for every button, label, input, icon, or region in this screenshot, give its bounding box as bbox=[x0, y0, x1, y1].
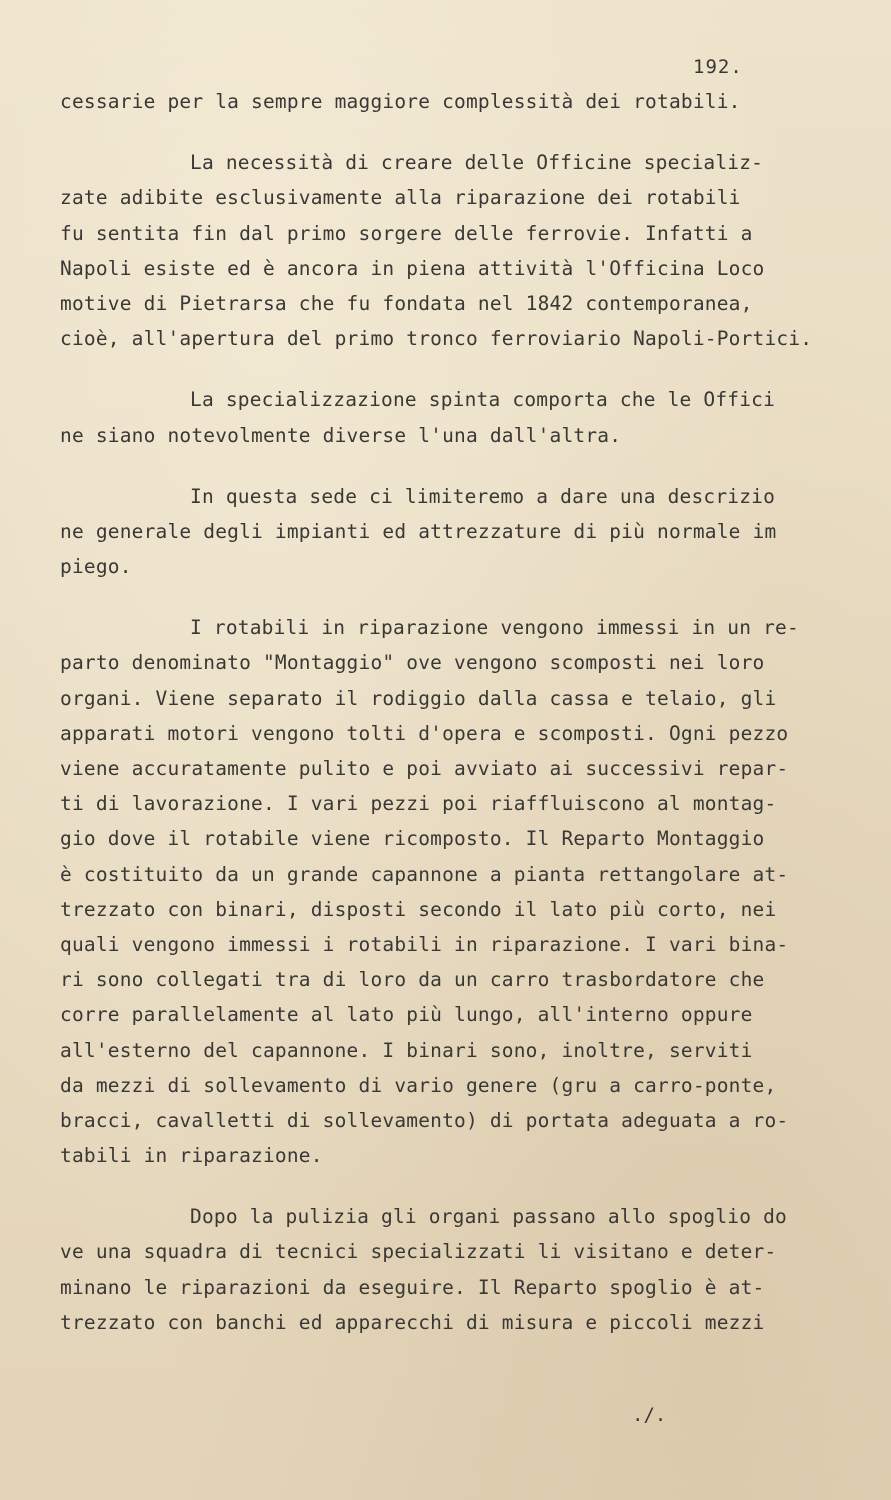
text-line: ne siano notevolmente diverse l'una dall'altra. bbox=[60, 423, 622, 447]
text-line: motive di Pietrarsa che fu fondata nel 1842 contemporanea, bbox=[60, 291, 753, 315]
text-line: ne generale degli impianti ed attrezzature di più normale im bbox=[60, 519, 777, 543]
text-line: minano le riparazioni da eseguire. Il Reparto spoglio è at- bbox=[60, 1275, 765, 1299]
text-line: viene accuratamente pulito e poi avviato ai successivi repar- bbox=[60, 757, 789, 780]
text-line: organi. Viene separato il rodiggio dalla cassa e telaio, gli bbox=[60, 686, 777, 710]
text-line: tabili in riparazione. bbox=[60, 1144, 323, 1168]
text-line: ri sono collegati tra di loro da un carro trasbordatore che bbox=[60, 968, 765, 992]
page-number: 192. bbox=[693, 56, 743, 78]
text-line: fu sentita fin dal primo sorgere delle ferrovie. Infatti a bbox=[60, 221, 753, 245]
text-line: gio dove il rotabile viene ricomposto. Il Reparto Montaggio bbox=[60, 827, 765, 851]
text-line: corre parallelamente al lato più lungo, all'interno oppure bbox=[60, 1003, 753, 1027]
text-line: I rotabili in riparazione vengono immessi in un re- bbox=[190, 616, 799, 640]
text-line: cessarie per la sempre maggiore complessità dei rotabili. bbox=[60, 90, 741, 113]
text-line: ti di lavorazione. I vari pezzi poi riaffluiscono al montag- bbox=[60, 792, 777, 816]
text-line: all'esterno del capannone. I binari sono, inoltre, serviti bbox=[60, 1038, 753, 1062]
text-line: bracci, cavalletti di sollevamento) di portata adeguata a ro- bbox=[60, 1108, 789, 1132]
text-line: cioè, all'apertura del primo tronco ferroviario Napoli-Portici. bbox=[60, 327, 813, 351]
body-text bbox=[60, 84, 880, 1340]
text-line: parto denominato "Montaggio" ove vengono scomposti nei loro bbox=[60, 651, 765, 675]
text-line: apparati motori vengono tolti d'opera e scomposti. Ogni pezzo bbox=[60, 721, 789, 745]
text-line: trezzato con binari, disposti secondo il lato più corto, nei bbox=[60, 897, 777, 921]
text-line: ve una squadra di tecnici specializzati li visitano e deter- bbox=[60, 1240, 777, 1264]
text-line: quali vengono immessi i rotabili in riparazione. I vari bina- bbox=[60, 932, 789, 956]
text-line: trezzato con banchi ed apparecchi di misura e piccoli mezzi bbox=[60, 1310, 765, 1334]
text-line: piego. bbox=[60, 555, 132, 579]
text-line: Dopo la pulizia gli organi passano allo spoglio do bbox=[190, 1205, 787, 1229]
text-line: zate adibite esclusivamente alla riparazione dei rotabili bbox=[60, 186, 741, 210]
text-line: In questa sede ci limiteremo a dare una descrizio bbox=[190, 484, 776, 508]
text-line: La necessità di creare delle Officine specializ- bbox=[190, 151, 764, 175]
continuation-mark: ./. bbox=[632, 1404, 667, 1426]
text-line: Napoli esiste ed è ancora in piena attività l'Officina Loco bbox=[60, 256, 765, 280]
text-line: La specializzazione spinta comporta che le Offici bbox=[190, 388, 776, 412]
text-line: è costituito da un grande capannone a pianta rettangolare at- bbox=[60, 862, 789, 886]
text-line: da mezzi di sollevamento di vario genere (gru a carro-ponte, bbox=[60, 1073, 777, 1097]
